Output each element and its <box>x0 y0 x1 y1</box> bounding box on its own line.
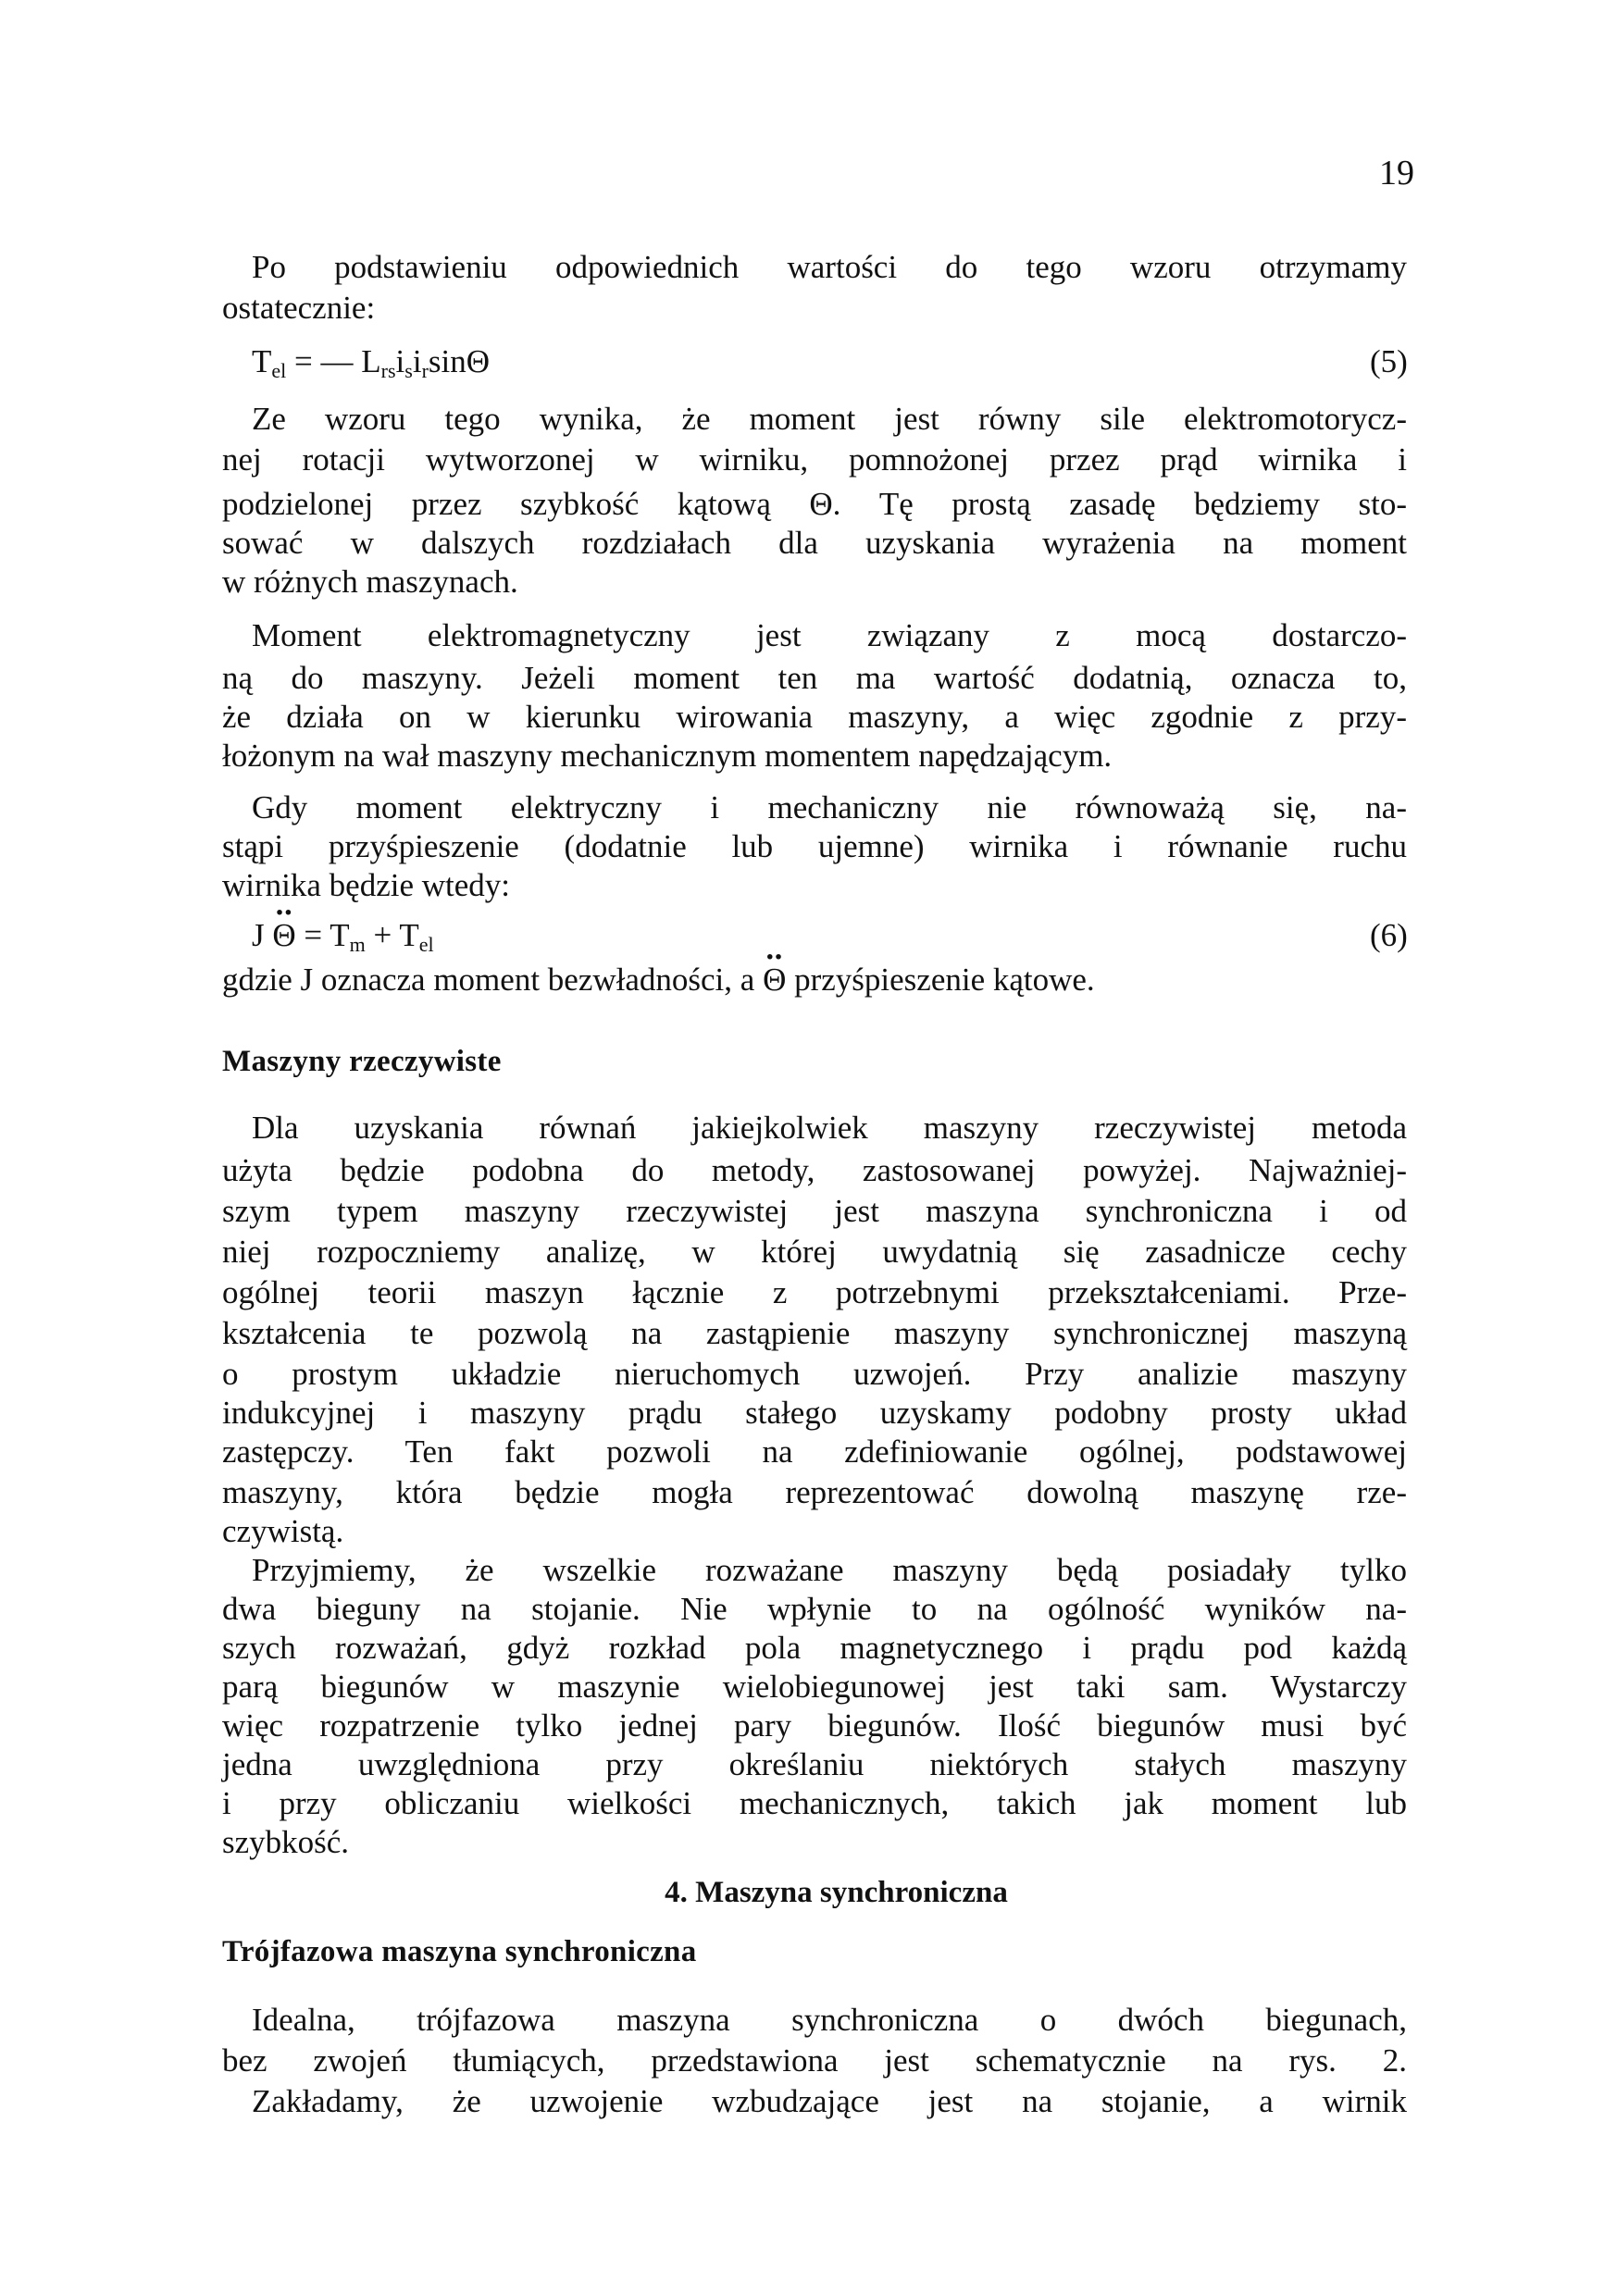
text-line: łożonym na wał maszyny mechanicznym momentem napędzającym. <box>222 738 1113 774</box>
text-line: podzielonej przez szybkość kątową Θ. Tę prostą zasadę będziemy sto- <box>222 486 1407 522</box>
eq-subscript: s <box>404 359 413 382</box>
text-line: Idealna, trójfazowa maszyna synchroniczna o dwóch biegunach, <box>252 2002 1407 2038</box>
text-line: wirnika będzie wtedy: <box>222 867 511 903</box>
text-line: w różnych maszynach. <box>222 564 518 600</box>
equation-6 <box>252 916 434 955</box>
eq-subscript: r <box>421 359 429 382</box>
text-line: szych rozważań, gdyż rozkład pola magnetycznego i prądu pod każdą <box>222 1630 1407 1666</box>
text-line: maszyny, która będzie mogła reprezentować dowolną maszynę rze- <box>222 1474 1407 1510</box>
text-line: jedna uwzględniona przy określaniu niektórych stałych maszyny <box>222 1746 1407 1782</box>
text-fragment: przyśpieszenie kątowe. <box>794 962 1095 998</box>
section-heading: Maszyny rzeczywiste <box>222 1045 502 1078</box>
text-line: szybkość. <box>222 1824 350 1860</box>
equation-number: (6) <box>1370 917 1408 953</box>
text-line <box>222 961 1095 999</box>
equation-5 <box>252 342 490 381</box>
text-line: sować w dalszych rozdziałach dla uzyskania wyrażenia na moment <box>222 525 1407 561</box>
eq-subscript: rs <box>380 359 396 382</box>
text-fragment: gdzie J oznacza moment bezwładności, a <box>222 962 755 998</box>
text-line: bez zwojeń tłumiących, przedstawiona jest schematycznie na rys. 2. <box>222 2042 1407 2079</box>
eq-term: i <box>412 343 422 379</box>
chapter-heading: 4. Maszyna synchroniczna <box>665 1876 1008 1909</box>
text-line: nej rotacji wytworzonej w wirniku, pomnożonej przez prąd wirnika i <box>222 441 1407 478</box>
eq-term: + T <box>373 917 419 953</box>
eq-term: T <box>252 343 272 379</box>
text-line: Ze wzoru tego wynika, że moment jest równy sile elektromotorycz- <box>252 401 1407 437</box>
eq-term: = T <box>304 917 350 953</box>
text-line: ostatecznie: <box>222 290 376 326</box>
text-line: stąpi przyśpieszenie (dodatnie lub ujemne) wirnika i równanie ruchu <box>222 828 1407 864</box>
text-line: szym typem maszyny rzeczywistej jest maszyna synchroniczna i od <box>222 1193 1407 1229</box>
text-line: Po podstawieniu odpowiednich wartości do tego wzoru otrzymamy <box>252 249 1407 285</box>
text-line: Zakładamy, że uzwojenie wzbudzające jest na stojanie, a wirnik <box>252 2083 1407 2119</box>
text-line: kształcenia te pozwolą na zastąpienie maszyny synchronicznej maszyną <box>222 1315 1407 1351</box>
text-line: więc rozpatrzenie tylko jednej pary biegunów. Ilość biegunów musi być <box>222 1707 1407 1744</box>
subsection-heading: Trójfazowa maszyna synchroniczna <box>222 1935 697 1968</box>
eq-term: = — L <box>294 343 381 379</box>
text-line: o prostym układzie nieruchomych uzwojeń. Przy analizie maszyny <box>222 1356 1407 1392</box>
eq-subscript: el <box>418 933 434 956</box>
eq-subscript: m <box>349 933 366 956</box>
eq-term: J <box>252 917 265 953</box>
text-line: użyta będzie podobna do metody, zastosowanej powyżej. Najważniej- <box>222 1152 1407 1188</box>
page-number: 19 <box>1379 154 1414 192</box>
text-line: ogólnej teorii maszyn łącznie z potrzebnymi przekształceniami. Prze- <box>222 1274 1407 1310</box>
text-line: ną do maszyny. Jeżeli moment ten ma wartość dodatnią, oznacza to, <box>222 660 1407 696</box>
theta-double-dot: ·· Θ <box>272 916 295 955</box>
text-line: dwa bieguny na stojanie. Nie wpłynie to na ogólność wyników na- <box>222 1591 1407 1627</box>
text-line: i przy obliczaniu wielkości mechanicznych, takich jak moment lub <box>222 1785 1407 1821</box>
text-line: że działa on w kierunku wirowania maszyny, a więc zgodnie z przy- <box>222 699 1407 735</box>
text-line: Gdy moment elektryczny i mechaniczny nie równoważą się, na- <box>252 789 1407 825</box>
text-line: indukcyjnej i maszyny prądu stałego uzyskamy podobny prosty układ <box>222 1395 1407 1431</box>
eq-term: i <box>395 343 405 379</box>
text-line: Moment elektromagnetyczny jest związany z mocą dostarczo- <box>252 617 1407 653</box>
text-line: Dla uzyskania równań jakiejkolwiek maszyny rzeczywistej metoda <box>252 1110 1407 1146</box>
equation-number: (5) <box>1370 343 1408 379</box>
eq-subscript: el <box>271 359 287 382</box>
text-line: parą biegunów w maszynie wielobiegunowej jest taki sam. Wystarczy <box>222 1669 1407 1705</box>
text-line: Przyjmiemy, że wszelkie rozważane maszyny będą posiadały tylko <box>252 1552 1407 1588</box>
theta-double-dot: ·· Θ <box>763 961 786 999</box>
text-line: zastępczy. Ten fakt pozwoli na zdefiniowanie ogólnej, podstawowej <box>222 1433 1407 1470</box>
text-line: czywistą. <box>222 1513 344 1549</box>
eq-term: sinΘ <box>428 343 491 379</box>
text-line: niej rozpoczniemy analizę, w której uwydatnią się zasadnicze cechy <box>222 1234 1407 1270</box>
